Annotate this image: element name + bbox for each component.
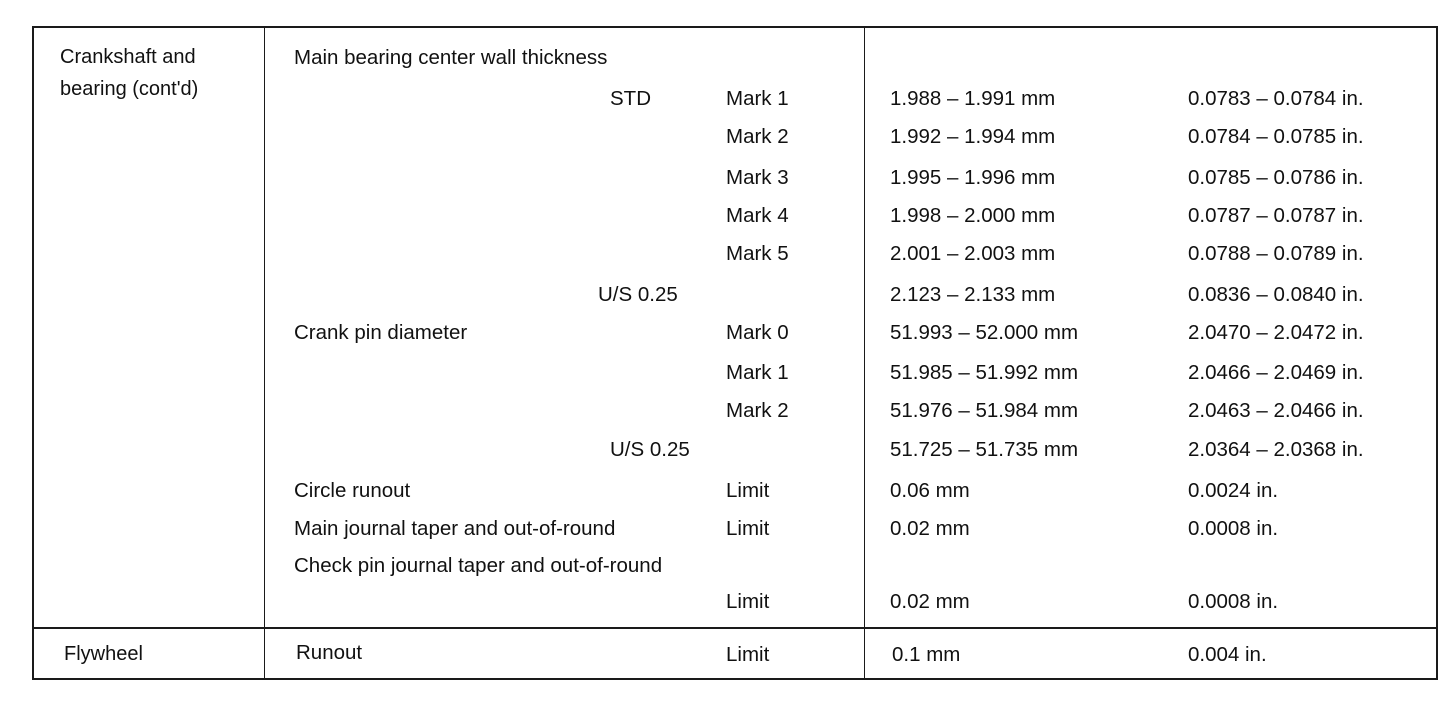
metric-value: 51.976 – 51.984 mm [890, 399, 1079, 422]
imperial-value: 0.0785 – 0.0786 in. [1188, 166, 1364, 189]
imperial-value: 2.0364 – 2.0368 in. [1188, 438, 1364, 461]
category-label: Flywheel [64, 643, 143, 665]
metric-value: 1.998 – 2.000 mm [890, 204, 1056, 227]
imperial-value: 0.0788 – 0.0789 in. [1188, 242, 1364, 265]
spec-mark: Limit [726, 590, 770, 613]
category-label: bearing (cont'd) [60, 78, 199, 100]
metric-value: 0.06 mm [890, 479, 970, 502]
spec-mark: Mark 4 [726, 204, 789, 227]
metric-value: 1.988 – 1.991 mm [890, 87, 1056, 110]
spec-mark: Limit [726, 643, 770, 666]
imperial-value: 0.0783 – 0.0784 in. [1188, 87, 1364, 110]
spec-item: Crank pin diameter [294, 321, 468, 344]
imperial-value: 0.0024 in. [1188, 479, 1279, 502]
metric-value: 51.985 – 51.992 mm [890, 361, 1079, 384]
imperial-value: 0.0787 – 0.0787 in. [1188, 204, 1364, 227]
spec-mark: Mark 2 [726, 399, 789, 422]
spec-subitem: STD [610, 87, 651, 110]
column-divider-values [864, 28, 865, 678]
metric-value: 0.1 mm [892, 643, 961, 666]
spec-table [32, 26, 1438, 680]
imperial-value: 2.0470 – 2.0472 in. [1188, 321, 1364, 344]
imperial-value: 0.0836 – 0.0840 in. [1188, 283, 1364, 306]
spec-mark: Mark 1 [726, 87, 789, 110]
spec-mark: Mark 3 [726, 166, 789, 189]
metric-value: 51.993 – 52.000 mm [890, 321, 1079, 344]
category-label: Crankshaft and [60, 46, 196, 68]
spec-mark: Mark 0 [726, 321, 789, 344]
spec-item: Check pin journal taper and out-of-round [294, 554, 663, 577]
imperial-value: 0.0008 in. [1188, 517, 1279, 540]
metric-value: 0.02 mm [890, 517, 970, 540]
imperial-value: 0.0008 in. [1188, 590, 1279, 613]
imperial-value: 2.0463 – 2.0466 in. [1188, 399, 1364, 422]
metric-value: 51.725 – 51.735 mm [890, 438, 1079, 461]
imperial-value: 2.0466 – 2.0469 in. [1188, 361, 1364, 384]
spec-item: Main bearing center wall thickness [294, 46, 608, 69]
imperial-value: 0.0784 – 0.0785 in. [1188, 125, 1364, 148]
section-divider [34, 627, 1436, 629]
spec-subitem: U/S 0.25 [610, 438, 690, 461]
spec-mark: Limit [726, 517, 770, 540]
spec-mark: Limit [726, 479, 770, 502]
spec-subitem: U/S 0.25 [598, 283, 678, 306]
imperial-value: 0.004 in. [1188, 643, 1267, 666]
metric-value: 0.02 mm [890, 590, 970, 613]
spec-item: Runout [296, 641, 363, 664]
metric-value: 2.001 – 2.003 mm [890, 242, 1056, 265]
column-divider-category [264, 28, 265, 678]
spec-item: Circle runout [294, 479, 411, 502]
spec-mark: Mark 5 [726, 242, 789, 265]
spec-mark: Mark 1 [726, 361, 789, 384]
metric-value: 1.995 – 1.996 mm [890, 166, 1056, 189]
spec-mark: Mark 2 [726, 125, 789, 148]
metric-value: 1.992 – 1.994 mm [890, 125, 1056, 148]
spec-item: Main journal taper and out-of-round [294, 517, 616, 540]
metric-value: 2.123 – 2.133 mm [890, 283, 1056, 306]
